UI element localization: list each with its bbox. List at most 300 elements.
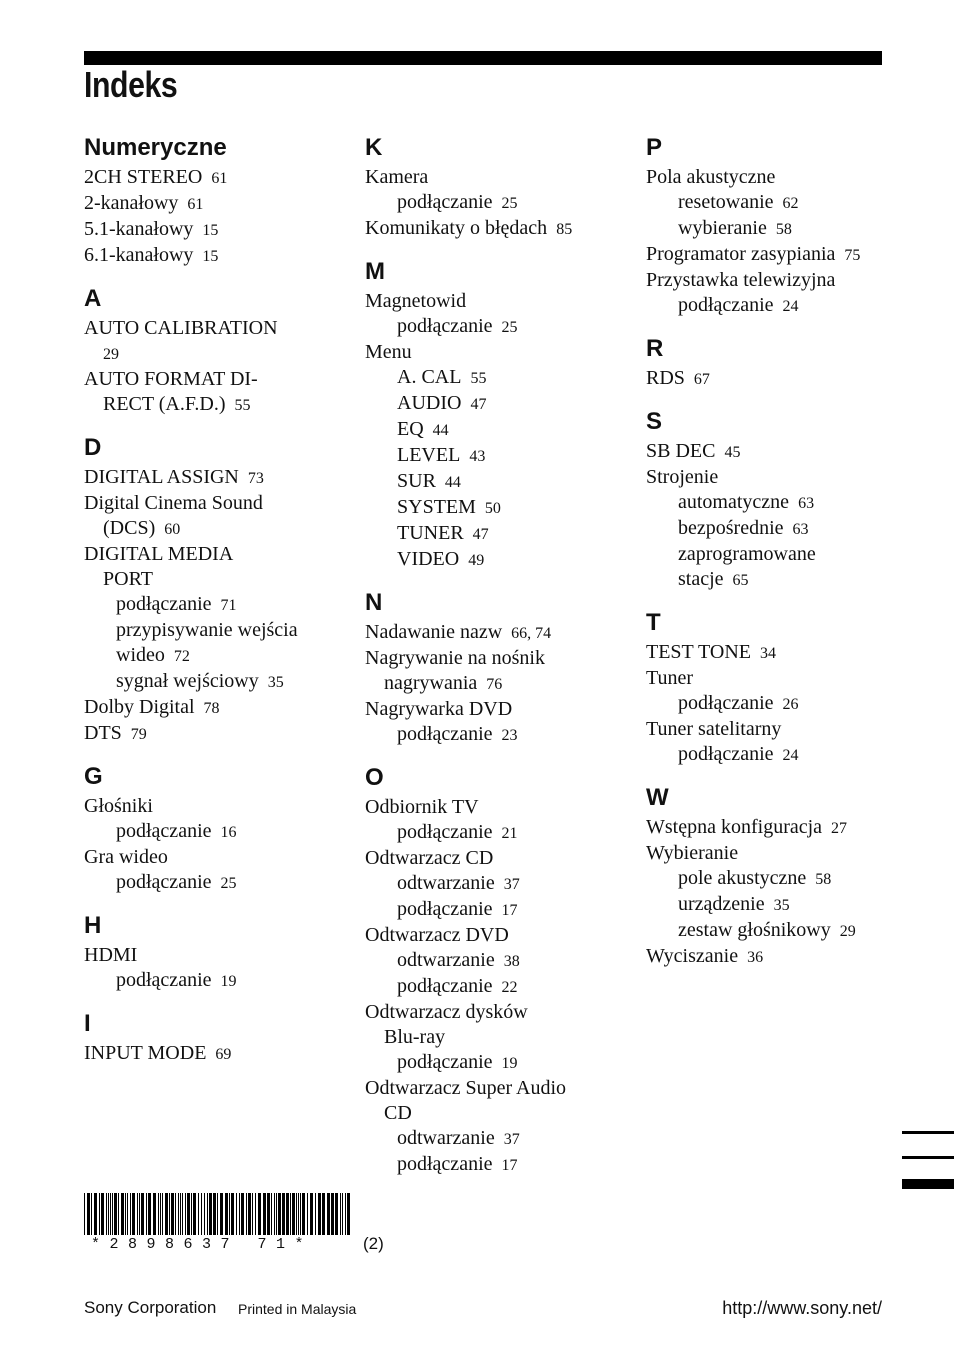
section-heading: T bbox=[646, 609, 661, 636]
entry-page-number: 71 bbox=[220, 597, 237, 614]
entry-page-number: 37 bbox=[503, 1131, 520, 1148]
barcode-bar bbox=[207, 1193, 208, 1235]
index-entry bbox=[365, 190, 625, 216]
entry-term: podłączanie bbox=[397, 821, 493, 843]
entry-page-number: 17 bbox=[501, 902, 518, 919]
index-section bbox=[365, 255, 625, 573]
index-entry bbox=[365, 846, 625, 871]
entry-term: podłączanie bbox=[678, 743, 774, 765]
entry-term: podłączanie bbox=[397, 1153, 493, 1175]
barcode-bar bbox=[180, 1193, 181, 1235]
page-title: Indeks bbox=[84, 64, 178, 105]
index-entry bbox=[365, 443, 625, 469]
barcode-bar bbox=[175, 1193, 176, 1235]
entry-term: automatyczne bbox=[678, 491, 790, 513]
index-section bbox=[84, 1007, 334, 1067]
index-entry bbox=[84, 721, 334, 747]
index-entry bbox=[365, 1101, 625, 1126]
entry-term: CD bbox=[384, 1102, 412, 1124]
entry-term: TUNER bbox=[397, 522, 464, 544]
index-entry bbox=[84, 392, 334, 418]
index-entry bbox=[84, 191, 334, 217]
index-entry bbox=[365, 1000, 625, 1025]
index-entry bbox=[84, 491, 334, 516]
index-section bbox=[84, 282, 334, 418]
index-entry bbox=[365, 948, 625, 974]
barcode-bar bbox=[185, 1193, 186, 1235]
entry-term: VIDEO bbox=[397, 548, 460, 570]
entry-page-number: 47 bbox=[470, 396, 487, 413]
index-entry bbox=[365, 1126, 625, 1152]
barcode-bar bbox=[209, 1193, 212, 1235]
entry-page-number: 78 bbox=[203, 700, 220, 717]
entry-page-number: 63 bbox=[792, 521, 809, 538]
index-entry bbox=[365, 974, 625, 1000]
entry-term: podłączanie bbox=[116, 871, 212, 893]
entry-page-number: 50 bbox=[484, 500, 501, 517]
index-entry bbox=[646, 742, 896, 768]
index-entry bbox=[365, 521, 625, 547]
entry-term: wideo bbox=[116, 644, 165, 666]
index-entry bbox=[84, 243, 334, 269]
barcode-bar bbox=[130, 1193, 131, 1235]
barcode-bar bbox=[331, 1193, 334, 1235]
entry-page-number: 58 bbox=[775, 221, 792, 238]
index-entry bbox=[84, 1041, 334, 1067]
index-entry bbox=[646, 242, 896, 268]
index-entry bbox=[365, 1025, 625, 1050]
index-entry bbox=[646, 268, 896, 293]
entry-page-number: 60 bbox=[164, 521, 181, 538]
footer-url: http://www.sony.net/ bbox=[722, 1298, 882, 1318]
barcode-bar bbox=[318, 1193, 321, 1235]
barcode-bar bbox=[298, 1193, 299, 1235]
barcode-bar bbox=[193, 1193, 196, 1235]
index-entry bbox=[84, 341, 334, 367]
index-entry bbox=[365, 469, 625, 495]
barcode-bar bbox=[108, 1193, 109, 1235]
section-heading: R bbox=[646, 335, 664, 362]
entry-page-number: 19 bbox=[220, 973, 237, 990]
entry-page-number: 55 bbox=[234, 397, 251, 414]
index-entry bbox=[84, 592, 334, 618]
entry-term: DTS bbox=[84, 722, 122, 744]
entry-term: zestaw głośnikowy bbox=[678, 919, 831, 941]
section-heading: A bbox=[84, 285, 102, 312]
entry-term: odtwarzanie bbox=[397, 949, 495, 971]
barcode-bar bbox=[141, 1193, 144, 1235]
barcode-bar bbox=[146, 1193, 147, 1235]
entry-page-number: 38 bbox=[503, 953, 520, 970]
index-section bbox=[646, 606, 896, 768]
index-entry bbox=[365, 1076, 625, 1101]
entry-term: INPUT MODE bbox=[84, 1042, 207, 1064]
entry-term: bezpośrednie bbox=[678, 517, 784, 539]
entry-term: podłączanie bbox=[397, 191, 493, 213]
entry-term: odtwarzanie bbox=[397, 872, 495, 894]
index-entry bbox=[365, 495, 625, 521]
barcode-bar bbox=[132, 1193, 135, 1235]
index-entry bbox=[84, 217, 334, 243]
entry-page-number: 66, 74 bbox=[511, 625, 552, 642]
entry-page-number: 67 bbox=[693, 371, 710, 388]
entry-page-number: 29 bbox=[103, 346, 119, 363]
index-entry bbox=[365, 923, 625, 948]
entry-term: AUTO FORMAT DI- bbox=[84, 368, 258, 390]
barcode-bar bbox=[153, 1193, 156, 1235]
barcode-bar bbox=[239, 1193, 240, 1235]
index-entry bbox=[84, 516, 334, 542]
entry-term: AUTO CALIBRATION bbox=[84, 317, 278, 339]
entry-page-number: 15 bbox=[202, 248, 219, 265]
index-entry bbox=[365, 820, 625, 846]
index-entry bbox=[84, 870, 334, 896]
barcode-bar bbox=[110, 1193, 111, 1235]
barcode-bar bbox=[99, 1193, 100, 1235]
index-entry bbox=[365, 671, 625, 697]
entry-term: Komunikaty o błędach bbox=[365, 217, 548, 239]
entry-page-number: 22 bbox=[501, 979, 518, 996]
entry-term: HDMI bbox=[84, 944, 138, 966]
index-entry bbox=[646, 465, 896, 490]
index-entry bbox=[646, 366, 896, 392]
index-entry bbox=[646, 691, 896, 717]
entry-page-number: 58 bbox=[815, 871, 832, 888]
entry-term: podłączanie bbox=[678, 294, 774, 316]
section-heading: O bbox=[365, 764, 384, 791]
barcode-bar bbox=[178, 1193, 179, 1235]
section-heading: H bbox=[84, 912, 102, 939]
entry-page-number: 47 bbox=[472, 526, 489, 543]
index-entry bbox=[84, 695, 334, 721]
entry-term: RDS bbox=[646, 367, 685, 389]
entry-page-number: 49 bbox=[468, 552, 485, 569]
index-entry bbox=[646, 190, 896, 216]
entry-page-number: 21 bbox=[501, 825, 518, 842]
thumb-tab-mark bbox=[902, 1179, 954, 1189]
index-entry bbox=[365, 391, 625, 417]
entry-term: EQ bbox=[397, 418, 424, 440]
entry-page-number: 55 bbox=[470, 370, 487, 387]
barcode-bar bbox=[127, 1193, 128, 1235]
entry-term: urządzenie bbox=[678, 893, 765, 915]
barcode-bar bbox=[300, 1193, 301, 1235]
barcode-bar bbox=[345, 1193, 346, 1235]
entry-page-number: 79 bbox=[130, 726, 147, 743]
entry-term: pole akustyczne bbox=[678, 867, 807, 889]
barcode-bar bbox=[148, 1193, 151, 1235]
barcode-bar bbox=[171, 1193, 174, 1235]
index-column-3 bbox=[646, 131, 896, 983]
index-entry bbox=[646, 439, 896, 465]
barcode-bar bbox=[91, 1193, 92, 1235]
barcode-bar bbox=[278, 1193, 281, 1235]
entry-term: RECT (A.F.D.) bbox=[103, 393, 226, 415]
barcode-bar bbox=[169, 1193, 170, 1235]
index-entry bbox=[84, 794, 334, 819]
barcode-bar bbox=[248, 1193, 251, 1235]
entry-page-number: 19 bbox=[501, 1055, 518, 1072]
barcode-bar bbox=[101, 1193, 104, 1235]
index-entry bbox=[84, 367, 334, 392]
entry-term: SB DEC bbox=[646, 440, 716, 462]
entry-term: Odtwarzacz DVD bbox=[365, 924, 509, 946]
index-entry bbox=[365, 417, 625, 443]
index-entry bbox=[365, 1152, 625, 1178]
entry-term: 6.1-kanałowy bbox=[84, 244, 194, 266]
entry-page-number: 69 bbox=[215, 1046, 232, 1063]
entry-page-number: 73 bbox=[247, 470, 264, 487]
entry-page-number: 17 bbox=[501, 1157, 518, 1174]
index-entry bbox=[365, 165, 625, 190]
index-section bbox=[365, 586, 625, 748]
index-entry bbox=[646, 165, 896, 190]
entry-term: Głośniki bbox=[84, 795, 153, 817]
barcode-bar bbox=[87, 1193, 90, 1235]
barcode-bar bbox=[335, 1193, 338, 1235]
index-entry bbox=[84, 669, 334, 695]
index-entry bbox=[84, 643, 334, 669]
entry-term: podłączanie bbox=[397, 315, 493, 337]
index-entry bbox=[646, 640, 896, 666]
entry-page-number: 65 bbox=[732, 572, 749, 589]
entry-term: przypisywanie wejścia bbox=[116, 619, 298, 641]
entry-term: Odtwarzacz dysków bbox=[365, 1001, 528, 1023]
entry-term: Kamera bbox=[365, 166, 429, 188]
barcode-bar bbox=[236, 1193, 237, 1235]
entry-page-number: 35 bbox=[267, 674, 284, 691]
entry-term: resetowanie bbox=[678, 191, 774, 213]
entry-term: podłączanie bbox=[678, 692, 774, 714]
entry-page-number: 26 bbox=[782, 696, 799, 713]
section-heading: K bbox=[365, 134, 383, 161]
entry-term: podłączanie bbox=[397, 898, 493, 920]
entry-page-number: 61 bbox=[187, 196, 204, 213]
index-entry bbox=[646, 918, 896, 944]
section-heading: M bbox=[365, 258, 385, 285]
barcode-bar bbox=[198, 1193, 199, 1235]
entry-term: Odtwarzacz Super Audio bbox=[365, 1077, 567, 1099]
index-entry bbox=[365, 897, 625, 923]
barcode-bar bbox=[255, 1193, 256, 1235]
entry-term: Nagrywanie na nośnik bbox=[365, 647, 545, 669]
entry-page-number: 23 bbox=[501, 727, 518, 744]
barcode-bar bbox=[302, 1193, 305, 1235]
entry-page-number: 27 bbox=[831, 820, 848, 837]
index-entry bbox=[646, 293, 896, 319]
barcode-bar bbox=[112, 1193, 113, 1235]
entry-term: LEVEL bbox=[397, 444, 461, 466]
barcode-bar bbox=[310, 1193, 313, 1235]
barcode-bar bbox=[276, 1193, 277, 1235]
entry-term: podłączanie bbox=[116, 820, 212, 842]
index-entry bbox=[84, 165, 334, 191]
entry-term: DIGITAL MEDIA bbox=[84, 543, 234, 565]
index-section bbox=[646, 131, 896, 319]
entry-page-number: 35 bbox=[773, 897, 790, 914]
index-entry bbox=[365, 620, 625, 646]
barcode-bar bbox=[274, 1193, 275, 1235]
entry-term: 2CH STEREO bbox=[84, 166, 203, 188]
entry-term: Wyciszanie bbox=[646, 945, 739, 967]
index-entry bbox=[365, 646, 625, 671]
index-entry bbox=[646, 567, 896, 593]
index-entry bbox=[646, 717, 896, 742]
entry-page-number: 43 bbox=[469, 448, 486, 465]
index-entry bbox=[646, 490, 896, 516]
entry-term: Tuner satelitarny bbox=[646, 718, 782, 740]
index-entry bbox=[365, 795, 625, 820]
barcode-bar bbox=[267, 1193, 270, 1235]
index-entry bbox=[84, 542, 334, 567]
index-section bbox=[84, 760, 334, 896]
entry-term: wybieranie bbox=[678, 217, 767, 239]
barcode-bar bbox=[204, 1193, 205, 1235]
entry-term: podłączanie bbox=[397, 723, 493, 745]
entry-term: (DCS) bbox=[103, 517, 156, 539]
entry-page-number: 75 bbox=[844, 247, 861, 264]
barcode-bar bbox=[187, 1193, 190, 1235]
entry-page-number: 16 bbox=[220, 824, 237, 841]
barcode-bar bbox=[292, 1193, 295, 1235]
barcode-bar bbox=[84, 1193, 85, 1235]
index-entry bbox=[646, 866, 896, 892]
entry-page-number: 25 bbox=[220, 875, 237, 892]
barcode-bar bbox=[162, 1193, 163, 1235]
barcode-bar bbox=[191, 1193, 192, 1235]
entry-term: Wstępna konfiguracja bbox=[646, 816, 823, 838]
entry-term: TEST TONE bbox=[646, 641, 752, 663]
entry-page-number: 24 bbox=[782, 747, 799, 764]
entry-page-number: 76 bbox=[486, 676, 503, 693]
barcode-bar bbox=[231, 1193, 234, 1235]
index-column-1 bbox=[84, 131, 334, 1080]
entry-term: A. CAL bbox=[397, 366, 462, 388]
barcode-bar bbox=[263, 1193, 266, 1235]
index-entry bbox=[84, 465, 334, 491]
index-entry bbox=[365, 365, 625, 391]
index-column-2 bbox=[365, 131, 625, 1191]
barcode-bar bbox=[139, 1193, 140, 1235]
barcode-bar bbox=[286, 1193, 289, 1235]
barcode-bar bbox=[229, 1193, 230, 1235]
footer-company: Sony Corporation bbox=[84, 1298, 217, 1317]
barcode-bar bbox=[106, 1193, 107, 1235]
entry-page-number: 34 bbox=[760, 645, 777, 662]
entry-term: stacje bbox=[678, 568, 724, 590]
index-entry bbox=[84, 943, 334, 968]
barcode-bar bbox=[121, 1193, 124, 1235]
entry-page-number: 36 bbox=[747, 949, 764, 966]
thumb-tab-mark bbox=[902, 1131, 954, 1134]
barcode-bar bbox=[347, 1193, 350, 1235]
entry-term: Wybieranie bbox=[646, 842, 739, 864]
entry-page-number: 15 bbox=[202, 222, 219, 239]
index-entry bbox=[365, 697, 625, 722]
index-section bbox=[84, 431, 334, 747]
entry-term: PORT bbox=[103, 568, 153, 590]
index-entry bbox=[365, 722, 625, 748]
barcode-bar bbox=[201, 1193, 202, 1235]
entry-page-number: 25 bbox=[501, 319, 518, 336]
entry-term: Nagrywarka DVD bbox=[365, 698, 513, 720]
entry-term: podłączanie bbox=[116, 593, 212, 615]
entry-page-number: 72 bbox=[173, 648, 190, 665]
barcode-bar bbox=[327, 1193, 330, 1235]
index-entry bbox=[84, 316, 334, 341]
entry-term: Menu bbox=[365, 341, 412, 363]
barcode-bar bbox=[296, 1193, 297, 1235]
entry-term: Tuner bbox=[646, 667, 694, 689]
entry-term: zaprogramowane bbox=[678, 543, 816, 565]
entry-page-number: 45 bbox=[724, 444, 741, 461]
entry-term: DIGITAL ASSIGN bbox=[84, 466, 239, 488]
index-entry bbox=[365, 1050, 625, 1076]
entry-term: Gra wideo bbox=[84, 846, 168, 868]
barcode-bar bbox=[118, 1193, 119, 1235]
index-entry bbox=[365, 216, 625, 242]
entry-term: Magnetowid bbox=[365, 290, 467, 312]
section-heading: N bbox=[365, 589, 383, 616]
entry-term: Odtwarzacz CD bbox=[365, 847, 494, 869]
section-heading: P bbox=[646, 134, 663, 161]
entry-page-number: 62 bbox=[782, 195, 799, 212]
index-entry bbox=[84, 968, 334, 994]
section-heading: W bbox=[646, 784, 669, 811]
barcode-bar bbox=[322, 1193, 325, 1235]
entry-term: Nadawanie nazw bbox=[365, 621, 503, 643]
index-entry bbox=[84, 819, 334, 845]
barcode-bar bbox=[340, 1193, 341, 1235]
barcode-suffix: (2) bbox=[363, 1234, 384, 1253]
barcode-bar bbox=[125, 1193, 126, 1235]
footer-printed-in: Printed in Malaysia bbox=[238, 1301, 357, 1317]
entry-term: SUR bbox=[397, 470, 436, 492]
entry-term: podłączanie bbox=[397, 975, 493, 997]
index-entry bbox=[646, 516, 896, 542]
entry-term: Odbiornik TV bbox=[365, 796, 479, 818]
entry-page-number: 25 bbox=[501, 195, 518, 212]
barcode-bar bbox=[182, 1193, 183, 1235]
entry-term: Strojenie bbox=[646, 466, 719, 488]
top-rule bbox=[84, 51, 882, 65]
index-entry bbox=[84, 618, 334, 643]
index-entry bbox=[365, 547, 625, 573]
entry-term: AUDIO bbox=[397, 392, 462, 414]
entry-term: 2-kanałowy bbox=[84, 192, 179, 214]
entry-page-number: 29 bbox=[839, 923, 856, 940]
entry-term: podłączanie bbox=[116, 969, 212, 991]
index-entry bbox=[646, 841, 896, 866]
index-entry bbox=[84, 845, 334, 870]
index-section bbox=[365, 131, 625, 242]
entry-page-number: 44 bbox=[444, 474, 461, 491]
entry-term: Programator zasypiania bbox=[646, 243, 836, 265]
entry-page-number: 63 bbox=[798, 495, 815, 512]
barcode-number: *2898637 71* bbox=[91, 1236, 314, 1253]
barcode-bar bbox=[307, 1193, 308, 1235]
barcode-bar bbox=[114, 1193, 117, 1235]
thumb-tab-mark bbox=[902, 1156, 954, 1159]
index-section bbox=[84, 131, 334, 269]
barcode-bar bbox=[158, 1193, 159, 1235]
barcode-bar bbox=[213, 1193, 216, 1235]
index-section bbox=[646, 405, 896, 593]
entry-page-number: 61 bbox=[211, 170, 228, 187]
entry-term: 5.1-kanałowy bbox=[84, 218, 194, 240]
entry-term: Dolby Digital bbox=[84, 696, 195, 718]
section-heading: G bbox=[84, 763, 103, 790]
